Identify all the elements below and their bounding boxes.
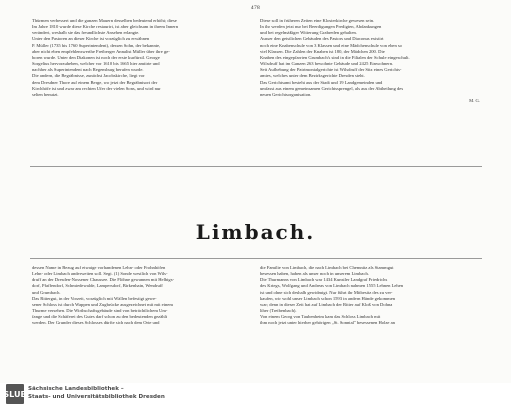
text-line: und Grumbach. — [32, 289, 61, 295]
text-line: Thurme versehen. Die Wirthschaftsgebäude sind von beträchtlichem Um- — [32, 308, 168, 314]
library-name-line-2: Staats- und Universitätsbibliothek Dresden — [28, 394, 165, 400]
text-line: P. Müller (1735 bis 1760 Superintendent), dessen Sohn, der bekannte, — [32, 42, 161, 48]
text-line: druff an der Dresden-Nossener Chaussee. Die Flöhne gewannen mit Helbigs- — [32, 277, 175, 283]
text-line: besessen haben, haben als unser noch in unserem Limbach. — [260, 271, 369, 277]
text-line: Diese soll in früheren Zeiten eine Klosterkirche gewesen sein. — [260, 18, 375, 23]
text-line: Die Thurmanns von Limbach war 1434 Kunstler Landgraf Friedrichs — [260, 277, 388, 283]
text-line: Das Rittergut, in der Vorzeit, vorzüglich mit Wällen befestigt gewe- — [32, 295, 157, 301]
text-line: fange und die Schäferei des Gutes darf schon zu den bedeutenden gezählt — [32, 314, 168, 320]
text-line: Ausser den geistlichen Gebäuden des Pastors und Diaconus existirt — [260, 36, 384, 42]
text-line: Unter den Pastoren an dieser Kirche ist vorzüglich zu erwähnen — [32, 36, 150, 42]
bottom-right-column — [260, 265, 480, 327]
text-line: boren wurde. Unter den Diakonen ist noch der erste kurfürstl. George — [32, 54, 160, 60]
text-line: ist und ohne sich deshalb gewidmigt. Nur führt ihr Mitbesitz des zu ver- — [260, 289, 393, 295]
text-line: neuen Gerichtsorganisation. — [260, 91, 312, 97]
section-divider-top — [30, 166, 482, 167]
bottom-left-column — [32, 265, 250, 327]
text-line: Von einem Georg von Taubenheim kam das Schloss Limbach mit — [260, 314, 381, 320]
top-left-column — [32, 18, 250, 98]
top-right-column — [260, 18, 480, 104]
section-title: Limbach. — [195, 220, 316, 244]
text-line: umfasst aus einem gemeinsamen Gerichtssprengel, als aus der Abtheilung des — [260, 85, 404, 91]
text-line: nachher als Superintendent nach Regensburg berufen wurde. — [32, 67, 144, 73]
text-line: noch eine Knabenschule von 3 Klassen und eine Mädchenschule von eben so — [260, 42, 402, 48]
text-line: selten benutzt. — [32, 91, 59, 97]
text-line: dessen Name in Bezug auf etwaige vorhandenen Lehn- oder Frohnhöfen — [32, 265, 166, 270]
text-line: dorf, Pfaffendorf, Schmiedewalde, Lampersdorf, Birkenhain, Wendruff — [32, 283, 163, 289]
text-line: Die andern, die Begräbnisse, zunächst Jacobskirche, liegt vor — [32, 73, 145, 79]
text-line: liher (Treibenbach). — [260, 308, 297, 314]
signature: M. G. — [469, 98, 480, 104]
text-line: des Kriegs, Wolfgang und Andreas von Limbach nahmen 1555 Lehnen Lehen — [260, 283, 404, 289]
text-line: Sorgelius hervorzuheben, welcher vor 1610 bis 1665 hier amtirte und — [32, 61, 160, 67]
text-line: In ihr werden jetzt nur bei Beerdigungen Predigten, Abdankungen — [260, 24, 382, 30]
text-line: aber nicht eben empfehlenswerthe Freiberger Annalist Müller über ihre ge- — [32, 48, 170, 54]
text-line: die Familie von Limbach, die nach Limbach bei Chemnitz als Stammgut — [260, 265, 394, 270]
text-line: amtes, welches unter dem Bezirksgerichte Dresden steht. — [260, 73, 365, 79]
text-line: ihm noch jetzt unter hierher gehörigen „St. Sonntal" besessenen Holze an — [260, 320, 395, 326]
text-line: sener Schloss ist durch Wappen und Zugbrücke ausgezeichnet mit mit einem — [32, 301, 173, 307]
library-name — [28, 385, 165, 401]
text-line: Seit Aufhebung der Patrimonialgerichte ist Wilsdruff der Sitz eines Gerichts- — [260, 67, 402, 73]
text-line: dem Dresdner Thore auf einem Berge, wo jetzt der Begräbnisort der — [32, 79, 158, 85]
text-line: Kirchhöfe ist und zwar am rechten Ufer der vielen Sons, und wird nur — [32, 85, 161, 91]
text-line: viel Klassen. Die Zahlen der Knaben ist 180, der Mädchen 200. Die — [260, 48, 385, 54]
text-line: verändert, weshalb sie das freundlichste Ansehen erlangte. — [32, 30, 140, 36]
library-logo: SLUB — [6, 384, 24, 404]
text-line: werden. Der Grunder dieses Schlosses dürfte sich nach dem Orte und — [32, 320, 160, 326]
text-line: Knaben des eingepfarrten Grumbach's sind in die Filialen der Schule eingeschult. — [260, 54, 410, 60]
text-line: Im Jahre 1810 wurde diese Kirche restaurirt, ist aber gleichsam in ihrem Innern — [32, 24, 179, 30]
text-line: Lehn- oder Limbach anderweiten soll. Segt. (1) Sonde westlich von Wils- — [32, 271, 168, 277]
page-number: 478 — [250, 5, 261, 11]
library-name-line-1: Sächsische Landesbibliothek – — [28, 386, 124, 392]
text-line: kaufen, wir wohl unser Limbach schon 1593 in andern Hände gekommen — [260, 295, 396, 301]
text-line: war; denn in dieser Zeit hat auf Limbach der Ritter auf Kloß von Dohna — [260, 301, 393, 307]
section-divider-bottom — [30, 258, 482, 259]
text-line: Das Gerichtsamt besteht aus der Stadt und 19 Landgemeinden und — [260, 79, 383, 85]
text-line: Thürmen verbessert und die ganzen Mauern desselben bedeutend erhöht; diese — [32, 18, 177, 23]
text-line: Wilsdruff hat im Ganzen 263 bewohnte Gebäude und 2425 Einwohnern. — [260, 61, 394, 67]
text-line: und bei regelmäßiger Witterung Grabreden gehalten. — [260, 30, 357, 36]
